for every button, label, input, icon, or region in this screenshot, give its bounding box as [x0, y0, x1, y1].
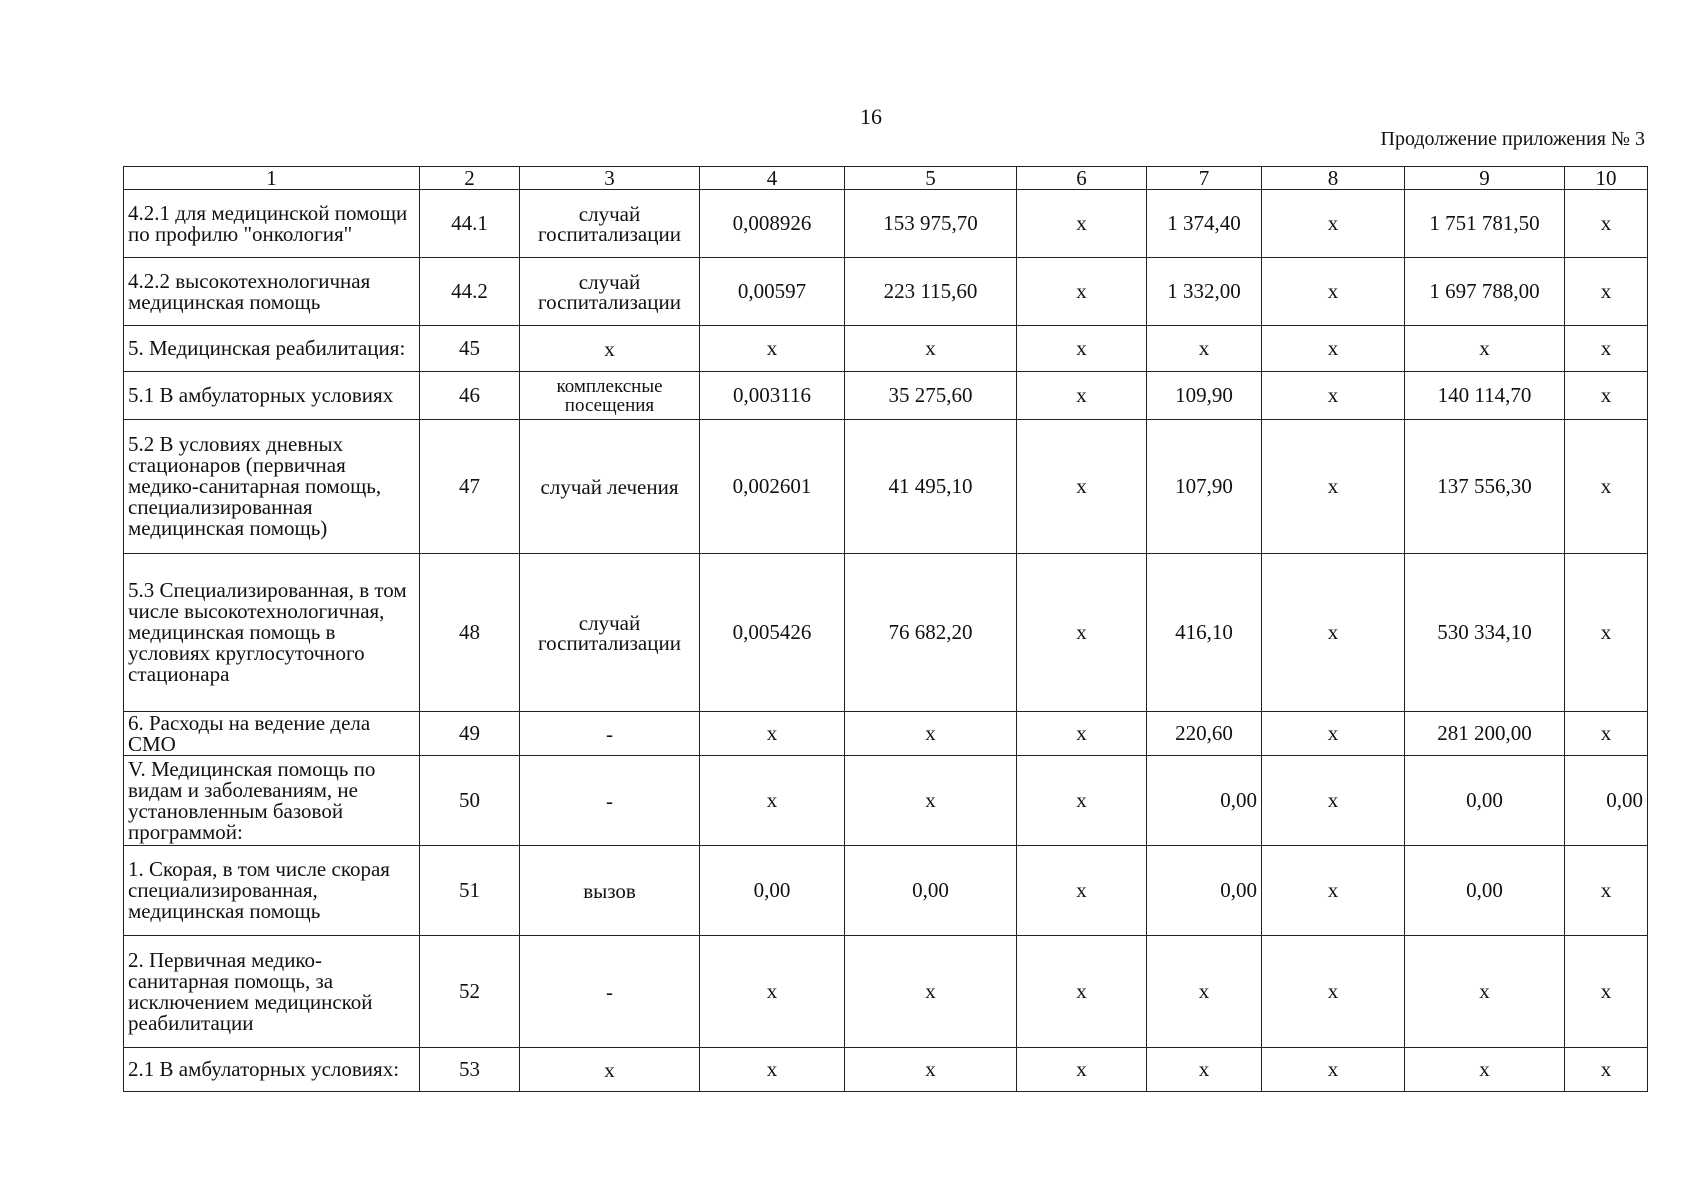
- table-row: [124, 936, 1648, 1048]
- value-cell: x: [1565, 554, 1648, 712]
- value-cell: 0,003116: [700, 372, 845, 420]
- value-cell: x: [1262, 554, 1405, 712]
- value-cell: 0,00: [1147, 756, 1262, 846]
- column-header: 8: [1262, 167, 1405, 190]
- value-cell: 0,00: [700, 846, 845, 936]
- column-number-row: [124, 167, 1648, 190]
- column-header: 9: [1405, 167, 1565, 190]
- column-header: 7: [1147, 167, 1262, 190]
- value-cell: 530 334,10: [1405, 554, 1565, 712]
- value-cell: x: [1405, 326, 1565, 372]
- table-row: [124, 372, 1648, 420]
- value-cell: 0,002601: [700, 420, 845, 554]
- value-cell: x: [700, 326, 845, 372]
- value-cell: x: [1017, 554, 1147, 712]
- value-cell: 1 332,00: [1147, 258, 1262, 326]
- value-cell: x: [1262, 756, 1405, 846]
- value-cell: x: [845, 936, 1017, 1048]
- value-cell: x: [1017, 846, 1147, 936]
- value-cell: x: [1565, 420, 1648, 554]
- value-cell: x: [1565, 258, 1648, 326]
- value-cell: x: [845, 756, 1017, 846]
- value-cell: x: [1565, 190, 1648, 258]
- unit-cell: -: [520, 756, 700, 846]
- value-cell: x: [1017, 372, 1147, 420]
- value-cell: 0,00: [1565, 756, 1648, 846]
- table-row: [124, 190, 1648, 258]
- value-cell: 1 697 788,00: [1405, 258, 1565, 326]
- row-number: 44.1: [420, 190, 520, 258]
- value-cell: 153 975,70: [845, 190, 1017, 258]
- row-number: 51: [420, 846, 520, 936]
- value-cell: x: [1147, 1048, 1262, 1092]
- value-cell: x: [700, 1048, 845, 1092]
- value-cell: x: [1017, 712, 1147, 756]
- value-cell: x: [1262, 326, 1405, 372]
- value-cell: 0,00: [1405, 756, 1565, 846]
- value-cell: 76 682,20: [845, 554, 1017, 712]
- value-cell: 0,00: [1147, 846, 1262, 936]
- value-cell: x: [1017, 258, 1147, 326]
- value-cell: x: [1017, 190, 1147, 258]
- table-row: [124, 712, 1648, 756]
- row-number: 48: [420, 554, 520, 712]
- value-cell: x: [1017, 1048, 1147, 1092]
- value-cell: x: [1405, 1048, 1565, 1092]
- row-number: 53: [420, 1048, 520, 1092]
- value-cell: x: [1262, 936, 1405, 1048]
- column-header: 3: [520, 167, 700, 190]
- row-number: 50: [420, 756, 520, 846]
- table-row: [124, 1048, 1648, 1092]
- table-row: [124, 554, 1648, 712]
- unit-cell: -: [520, 712, 700, 756]
- value-cell: 140 114,70: [1405, 372, 1565, 420]
- value-cell: x: [845, 326, 1017, 372]
- value-cell: x: [1147, 936, 1262, 1048]
- row-label: 5. Медицинская реабилитация:: [124, 326, 420, 372]
- value-cell: 220,60: [1147, 712, 1262, 756]
- row-label: V. Медицинская помощь по видам и заболеваниям, не установленным базовой программой:: [124, 756, 420, 846]
- row-number: 44.2: [420, 258, 520, 326]
- table-header: [124, 167, 1648, 190]
- row-number: 49: [420, 712, 520, 756]
- appendix-table: [123, 166, 1648, 1092]
- row-label: 1. Скорая, в том числе скорая специализированная, медицинская помощь: [124, 846, 420, 936]
- unit-cell: случай госпитализации: [520, 190, 700, 258]
- value-cell: x: [1017, 326, 1147, 372]
- row-label: 2.1 В амбулаторных условиях:: [124, 1048, 420, 1092]
- value-cell: x: [700, 712, 845, 756]
- value-cell: 0,008926: [700, 190, 845, 258]
- value-cell: 41 495,10: [845, 420, 1017, 554]
- value-cell: x: [1017, 420, 1147, 554]
- table-row: [124, 846, 1648, 936]
- value-cell: x: [1565, 846, 1648, 936]
- value-cell: x: [1405, 936, 1565, 1048]
- value-cell: x: [1262, 190, 1405, 258]
- unit-cell: вызов: [520, 846, 700, 936]
- unit-cell: -: [520, 936, 700, 1048]
- value-cell: 0,00: [1405, 846, 1565, 936]
- value-cell: x: [1262, 712, 1405, 756]
- value-cell: 281 200,00: [1405, 712, 1565, 756]
- value-cell: 35 275,60: [845, 372, 1017, 420]
- value-cell: 416,10: [1147, 554, 1262, 712]
- value-cell: x: [1262, 846, 1405, 936]
- table-row: [124, 326, 1648, 372]
- value-cell: x: [1565, 372, 1648, 420]
- value-cell: x: [1565, 326, 1648, 372]
- column-header: 6: [1017, 167, 1147, 190]
- value-cell: x: [1147, 326, 1262, 372]
- value-cell: 0,005426: [700, 554, 845, 712]
- row-number: 52: [420, 936, 520, 1048]
- value-cell: 1 751 781,50: [1405, 190, 1565, 258]
- column-header: 2: [420, 167, 520, 190]
- column-header: 4: [700, 167, 845, 190]
- table-row: [124, 756, 1648, 846]
- row-label: 4.2.1 для медицинской помощи по профилю "онкология": [124, 190, 420, 258]
- value-cell: 0,00597: [700, 258, 845, 326]
- table-row: [124, 420, 1648, 554]
- row-label: 2. Первичная медико-санитарная помощь, за исключением медицинской реабилитации: [124, 936, 420, 1048]
- unit-cell: случай госпитализации: [520, 258, 700, 326]
- value-cell: 109,90: [1147, 372, 1262, 420]
- row-label: 5.2 В условиях дневных стационаров (первичная медико-санитарная помощь, специализированная медицинская помощь): [124, 420, 420, 554]
- row-label: 5.3 Специализированная, в том числе высокотехнологичная, медицинская помощь в условиях круглосуточного стационара: [124, 554, 420, 712]
- value-cell: 0,00: [845, 846, 1017, 936]
- value-cell: x: [1017, 936, 1147, 1048]
- unit-cell: случай лечения: [520, 420, 700, 554]
- row-label: 4.2.2 высокотехнологичная медицинская помощь: [124, 258, 420, 326]
- column-header: 10: [1565, 167, 1648, 190]
- value-cell: x: [1565, 936, 1648, 1048]
- value-cell: x: [700, 936, 845, 1048]
- unit-cell: x: [520, 1048, 700, 1092]
- value-cell: x: [1017, 756, 1147, 846]
- value-cell: 107,90: [1147, 420, 1262, 554]
- value-cell: x: [1565, 712, 1648, 756]
- row-number: 47: [420, 420, 520, 554]
- appendix-continuation-note: Продолжение приложения № 3: [1380, 128, 1645, 150]
- value-cell: x: [1262, 258, 1405, 326]
- value-cell: x: [700, 756, 845, 846]
- row-number: 45: [420, 326, 520, 372]
- value-cell: x: [1262, 372, 1405, 420]
- value-cell: x: [1565, 1048, 1648, 1092]
- row-number: 46: [420, 372, 520, 420]
- column-header: 5: [845, 167, 1017, 190]
- row-label: 5.1 В амбулаторных условиях: [124, 372, 420, 420]
- value-cell: 223 115,60: [845, 258, 1017, 326]
- value-cell: x: [845, 712, 1017, 756]
- column-header: 1: [124, 167, 420, 190]
- value-cell: 1 374,40: [1147, 190, 1262, 258]
- value-cell: x: [1262, 1048, 1405, 1092]
- table-row: [124, 258, 1648, 326]
- value-cell: 137 556,30: [1405, 420, 1565, 554]
- unit-cell: x: [520, 326, 700, 372]
- value-cell: x: [845, 1048, 1017, 1092]
- page-number: 16: [860, 104, 882, 129]
- unit-cell: комплексные посещения: [520, 372, 700, 420]
- unit-cell: случай госпитализации: [520, 554, 700, 712]
- value-cell: x: [1262, 420, 1405, 554]
- row-label: 6. Расходы на ведение дела СМО: [124, 712, 420, 756]
